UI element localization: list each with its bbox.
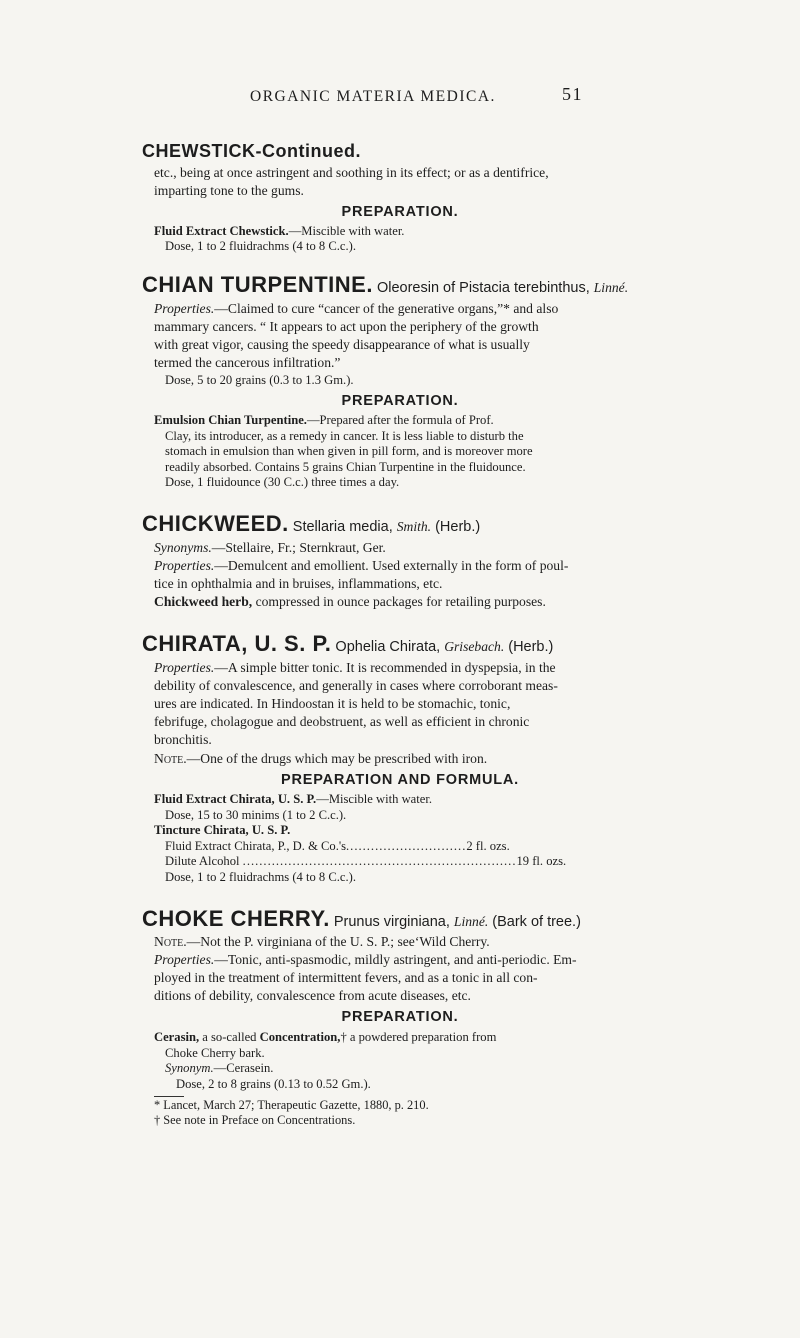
- prep-line: Clay, its introducer, as a remedy in cancer. It is less liable to disturb the: [165, 428, 524, 443]
- footnote: * Lancet, March 27; Therapeutic Gazette, 1880, p. 210.: [154, 1098, 429, 1112]
- prep-desc: —Prepared after the formula of Prof.: [306, 413, 494, 427]
- heading-chewstick: CHEWSTICK-Continued.: [142, 141, 361, 161]
- heading-chian: CHIAN TURPENTINE.: [142, 272, 373, 297]
- syn-text: —Cerasein.: [213, 1061, 274, 1075]
- heading-chirata: CHIRATA, U. S. P.: [142, 631, 332, 656]
- prep-heading: PREPARATION.: [341, 393, 459, 409]
- formula-row: Dilute Alcohol ..................................................................19 fl. ozs.: [165, 854, 567, 868]
- heading-authority: Linné.: [453, 914, 489, 929]
- heading-sub: Ophelia Chirata,: [335, 639, 441, 655]
- text-line: ployed in the treatment of intermittent fevers, and as a tonic in all con-: [154, 970, 538, 985]
- note-label: Note.: [154, 751, 187, 766]
- note-label: Note.: [154, 934, 187, 949]
- prep-desc: —Miscible with water.: [316, 792, 432, 806]
- heading-line: [142, 906, 581, 932]
- heading-sub2: (Herb.): [508, 639, 554, 655]
- prep-desc: —Miscible with water.: [288, 224, 405, 238]
- text-line: imparting tone to the gums.: [154, 183, 304, 198]
- text-line: etc., being at once astringent and soothing in its effect; or as a dentifrice,: [154, 165, 549, 180]
- prep-desc: a so-called: [199, 1030, 260, 1044]
- text-span: —Claimed to cure “cancer of the generative organs,”* and also: [214, 301, 559, 316]
- text-line: termed the cancerous infiltration.”: [154, 355, 341, 370]
- text-line: [154, 659, 556, 677]
- text-span: —Demulcent and emollient. Used externally in the form of poul-: [214, 558, 569, 573]
- running-title: ORGANIC MATERIA MEDICA.: [250, 88, 496, 105]
- text-line: with great vigor, causing the speedy disappearance of what is usually: [154, 337, 530, 352]
- prep-line: [154, 1030, 496, 1046]
- heading-authority: Linné.: [593, 280, 629, 295]
- text-line: [154, 539, 386, 557]
- heading-choke-cherry: CHOKE CHERRY.: [142, 906, 330, 931]
- note-text: —Not the P. virginiana of the U. S. P.; see‘Wild Cherry.: [186, 934, 490, 949]
- text-line: [154, 300, 558, 318]
- text-line: [154, 951, 577, 969]
- dose-line: Dose, 2 to 8 grains (0.13 to 0.52 Gm.).: [176, 1076, 371, 1091]
- props-label: Properties.: [154, 952, 215, 967]
- page-number: 51: [562, 84, 583, 104]
- prep-line: Dose, 1 fluidounce (30 C.c.) three times a day.: [165, 475, 400, 489]
- text-line: bronchitis.: [154, 732, 212, 747]
- text-line: mammary cancers. “ It appears to act upon the periphery of the growth: [154, 319, 539, 334]
- text-line: ures are indicated. In Hindoostan it is held to be stomachic, tonic,: [154, 696, 511, 711]
- text-line: ditions of debility, convalescence from acute diseases, etc.: [154, 988, 471, 1003]
- note-text: —One of the drugs which may be prescribed with iron.: [186, 751, 488, 766]
- prep-dose: Dose, 15 to 30 minims (1 to 2 C.c.).: [165, 807, 347, 822]
- prep-line: [154, 413, 494, 429]
- prep-heading: PREPARATION.: [341, 1009, 459, 1025]
- tincture-dose: Dose, 1 to 2 fluidrachms (4 to 8 C.c.).: [165, 869, 356, 884]
- prep-line: stomach in emulsion than when given in pill form, and is moreover more: [165, 444, 533, 458]
- prep-name: Fluid Extract Chirata, U. S. P.: [154, 792, 317, 806]
- heading-sub2: (Bark of tree.): [492, 914, 581, 930]
- prep-desc-end: † a powdered preparation from: [340, 1030, 497, 1044]
- formula-row: Fluid Extract Chirata, P., D. & Co.'s.............................2 fl. ozs.: [165, 838, 510, 853]
- note-line: [154, 933, 490, 951]
- heading-sub: Prunus virginiana,: [333, 914, 450, 930]
- heading-line: [142, 511, 480, 537]
- syn-text: —Stellaire, Fr.; Sternkraut, Ger.: [211, 540, 386, 555]
- heading-sub2: (Herb.): [435, 519, 481, 535]
- text-line: [154, 593, 546, 611]
- prep-line: Choke Cherry bark.: [165, 1045, 265, 1060]
- syn-label: Synonym.: [165, 1061, 214, 1075]
- footnote: † See note in Preface on Concentrations.: [154, 1113, 356, 1127]
- prep-line: readily absorbed. Contains 5 grains Chian Turpentine in the fluidounce.: [165, 459, 526, 474]
- herb-desc: compressed in ounce packages for retailing purposes.: [252, 594, 546, 609]
- footnote-rule: [154, 1096, 184, 1097]
- formula-qty: 2 fl. ozs.: [466, 838, 510, 853]
- props-label: Properties.: [154, 301, 215, 316]
- prep-line: [154, 224, 404, 240]
- heading-chickweed: CHICKWEED.: [142, 511, 289, 536]
- formula-qty: 19 fl. ozs.: [516, 854, 567, 868]
- synonym-line: [165, 1061, 273, 1077]
- prep-line: [154, 792, 432, 808]
- prep-heading: PREPARATION.: [341, 204, 459, 220]
- text-line: debility of convalescence, and generally in cases where corroborant meas-: [154, 678, 558, 693]
- props-label: Properties.: [154, 660, 215, 675]
- prep-name: Emulsion Chian Turpentine.: [154, 413, 307, 427]
- prep-name: Cerasin,: [154, 1030, 200, 1044]
- props-label: Properties.: [154, 558, 215, 573]
- prep-name: Fluid Extract Chewstick.: [154, 224, 289, 238]
- note-line: [154, 750, 487, 768]
- heading-sub: Oleoresin of Pistacia terebinthus,: [376, 280, 590, 296]
- formula-item: Fluid Extract Chirata, P., D. & Co.'s: [165, 838, 347, 853]
- prep-dose: Dose, 1 to 2 fluidrachms (4 to 8 C.c.).: [165, 239, 356, 253]
- dose-line: Dose, 5 to 20 grains (0.3 to 1.3 Gm.).: [165, 373, 354, 387]
- text-span: —Tonic, anti-spasmodic, mildly astringent, and anti-periodic. Em-: [214, 952, 577, 967]
- concentration-term: Concentration,: [259, 1030, 341, 1044]
- prep-heading: PREPARATION AND FORMULA.: [280, 772, 520, 788]
- heading-line: [142, 631, 553, 657]
- text-span: —A simple bitter tonic. It is recommended in dyspepsia, in the: [214, 660, 556, 675]
- syn-label: Synonyms.: [154, 540, 212, 555]
- heading-line: [142, 272, 628, 298]
- heading-authority: Grisebach.: [444, 639, 505, 654]
- heading-sub: Stellaria media,: [292, 519, 393, 535]
- heading-authority: Smith.: [396, 519, 432, 534]
- herb-name: Chickweed herb,: [154, 594, 253, 609]
- text-line: [154, 557, 568, 575]
- text-line: febrifuge, cholagogue and deobstruent, as well as efficient in chronic: [154, 714, 530, 729]
- text-line: tice in ophthalmia and in bruises, inflammations, etc.: [154, 576, 443, 591]
- tincture-name: Tincture Chirata, U. S. P.: [154, 823, 291, 837]
- formula-item: Dilute Alcohol: [165, 854, 240, 868]
